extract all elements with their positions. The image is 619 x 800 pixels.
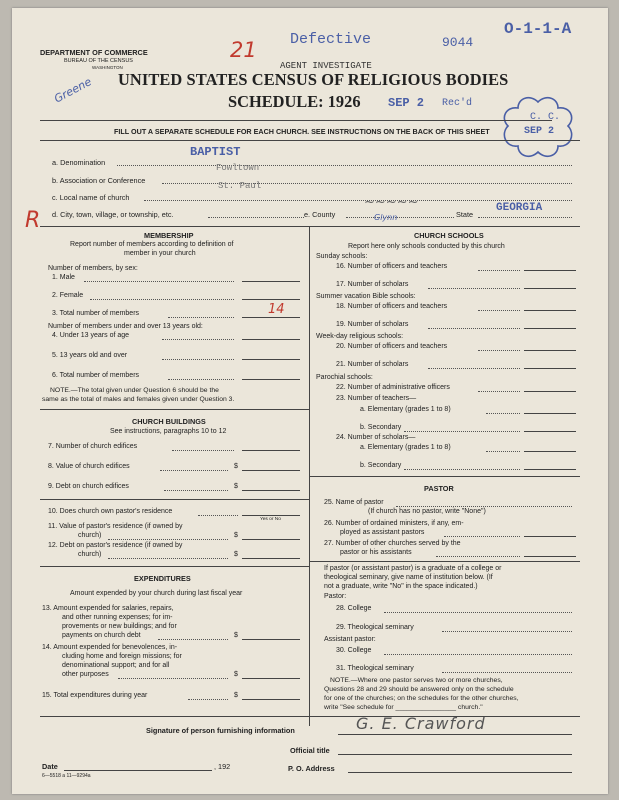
county-label: e. County: [304, 210, 336, 219]
q7-label: 7. Number of church edifices: [48, 443, 138, 450]
q17-answer[interactable]: [524, 288, 576, 289]
q11-label: 11. Value of pastor's residence (if owned by: [48, 523, 183, 530]
membership-intro-1: Report number of members according to definition of: [70, 241, 234, 248]
parochial-schools-label: Parochial schools:: [316, 374, 373, 381]
q14-label-3: denominational support; and for all: [62, 662, 170, 669]
pastor-note-4: write "See schedule for ________________ church.": [324, 704, 483, 711]
local-name-value[interactable]: St. Paul: [218, 181, 262, 191]
weekday-schools-label: Week-day religious schools:: [316, 333, 404, 340]
q13-label-3: provements or new buildings; and for: [62, 623, 177, 630]
q12-answer[interactable]: [242, 558, 300, 559]
q28-label: 28. College: [336, 605, 372, 612]
po-address-field[interactable]: [348, 772, 572, 773]
q23a-answer[interactable]: [524, 413, 576, 414]
membership-intro-2: member in your church: [124, 250, 196, 257]
assistant-pastor-label: Assistant pastor:: [324, 636, 376, 643]
q26-answer[interactable]: [524, 536, 576, 537]
q25-hint: (If church has no pastor, write "None"): [368, 508, 486, 515]
association-value[interactable]: Fowltown: [216, 163, 260, 173]
q20-label: 20. Number of officers and teachers: [336, 343, 448, 350]
buildings-subheading: See instructions, paragraphs 10 to 12: [110, 428, 227, 435]
q2-female-label: 2. Female: [52, 292, 84, 299]
q3-total-label: 3. Total number of members: [52, 310, 140, 317]
q11-answer[interactable]: [242, 539, 300, 540]
q15-label: 15. Total expenditures during year: [42, 692, 148, 699]
q13-label-4: payments on church debt: [62, 632, 141, 639]
county-value[interactable]: Glynn: [374, 213, 398, 222]
q24b-label: b. Secondary: [360, 462, 402, 469]
q24-label: 24. Number of scholars—: [336, 434, 416, 441]
q9-dollar-sign: $: [234, 483, 238, 490]
q23b-answer[interactable]: [524, 431, 576, 432]
q26-label: 26. Number of ordained ministers, if any, em-: [324, 520, 464, 527]
q26-label-cont: ployed as assistant pastors: [340, 529, 425, 536]
official-title-field[interactable]: [338, 754, 572, 755]
graduate-instruction-3: not a graduate, write "No" in the space indicated.): [324, 583, 478, 590]
signature-value: G. E. Crawford: [356, 714, 486, 733]
pastor-note-3: for one of the churches; on the schedules for the other churches,: [324, 695, 519, 702]
pastor-note-2: Questions 28 and 29 should be answered only on the schedule: [324, 686, 514, 693]
defective-stamp: Defective: [290, 31, 372, 48]
q13-label-1: 13. Amount expended for salaries, repairs,: [42, 605, 174, 612]
pastor-note-1: NOTE.—Where one pastor serves two or more churches,: [330, 677, 503, 684]
membership-note-2: same as the total of males and females given under Question 3.: [42, 396, 235, 403]
q23a-label: a. Elementary (grades 1 to 8): [360, 406, 451, 413]
signature-field[interactable]: [338, 734, 572, 735]
church-schools-heading: CHURCH SCHOOLS: [414, 231, 484, 240]
q11-dollar-sign: $: [234, 532, 238, 539]
q16-answer[interactable]: [524, 270, 576, 271]
form-number: 6—5518 a 11—9294a: [42, 773, 91, 779]
q14-answer[interactable]: [242, 678, 300, 679]
county-scribble: ~~~~~: [364, 195, 419, 210]
q18-label: 18. Number of officers and teachers: [336, 303, 448, 310]
q8-answer[interactable]: [242, 470, 300, 471]
signature-label: Signature of person furnishing information: [146, 726, 295, 735]
agent-investigate-stamp: AGENT INVESTIGATE: [280, 61, 372, 71]
q22-answer[interactable]: [524, 391, 576, 392]
schedule-title: SCHEDULE: 1926: [228, 92, 361, 111]
date-field[interactable]: [64, 770, 212, 771]
q24a-label: a. Elementary (grades 1 to 8): [360, 444, 451, 451]
q19-answer[interactable]: [524, 328, 576, 329]
cc-stamp-label: C. C.: [530, 112, 561, 123]
census-schedule-form: [12, 8, 608, 794]
q27-label-cont: pastor or his assistants: [340, 549, 412, 556]
q14-label-4: other purposes: [62, 671, 109, 678]
q18-answer[interactable]: [524, 310, 576, 311]
q14-dollar-sign: $: [234, 671, 238, 678]
received-stamp: Rec'd: [442, 98, 473, 109]
q27-label: 27. Number of other churches served by the: [324, 540, 461, 547]
buildings-heading: CHURCH BUILDINGS: [132, 417, 206, 426]
q13-dollar-sign: $: [234, 632, 238, 639]
q14-label-1: 14. Amount expended for benevolences, in-: [42, 644, 178, 651]
q12-label: 12. Debt on pastor's residence (if owned by: [48, 542, 183, 549]
q15-dollar-sign: $: [234, 692, 238, 699]
membership-note-1: NOTE.—The total given under Question 6 should be the: [50, 387, 219, 394]
q22-label: 22. Number of administrative officers: [336, 384, 450, 391]
q17-label: 17. Number of scholars: [336, 281, 409, 288]
q7-answer[interactable]: [242, 450, 300, 451]
q2-answer[interactable]: [242, 299, 300, 300]
code-stamp: O-1-1-A: [504, 20, 572, 38]
po-address-label: P. O. Address: [288, 764, 335, 773]
form-title: UNITED STATES CENSUS OF RELIGIOUS BODIES: [118, 70, 509, 89]
q8-label: 8. Value of church edifices: [48, 463, 130, 470]
q4-under-13-label: 4. Under 13 years of age: [52, 332, 130, 339]
q24b-answer[interactable]: [524, 469, 576, 470]
q21-label: 21. Number of scholars: [336, 361, 409, 368]
q30-label: 30. College: [336, 647, 372, 654]
members-by-age-heading: Number of members under and over 13 years old:: [48, 323, 203, 330]
expenditures-intro: Amount expended by your church during last fiscal year: [70, 590, 243, 597]
association-label: b. Association or Conference: [52, 176, 146, 185]
pastor-label: Pastor:: [324, 593, 347, 600]
q6-total-label: 6. Total number of members: [52, 372, 140, 379]
q11-label-cont: church): [78, 532, 102, 539]
bureau-name: BUREAU OF THE CENSUS: [64, 58, 133, 64]
state-label: State: [456, 210, 474, 219]
q12-dollar-sign: $: [234, 551, 238, 558]
q27-answer[interactable]: [524, 556, 576, 557]
q10-answer[interactable]: [242, 515, 300, 516]
q9-label: 9. Debt on church edifices: [48, 483, 129, 490]
q15-answer[interactable]: [242, 699, 300, 700]
q6-answer[interactable]: [242, 379, 300, 380]
q20-answer[interactable]: [524, 350, 576, 351]
handwritten-red-r: R: [25, 208, 41, 233]
state-value[interactable]: GEORGIA: [496, 202, 543, 214]
handwritten-red-number: 21: [230, 38, 257, 62]
sunday-schools-label: Sunday schools:: [316, 253, 368, 260]
q3-handwritten-value: 14: [268, 302, 285, 317]
q4-answer[interactable]: [242, 339, 300, 340]
q10-label: 10. Does church own pastor's residence: [48, 508, 173, 515]
q31-label: 31. Theological seminary: [336, 665, 414, 672]
members-by-sex-heading: Number of members, by sex:: [48, 265, 138, 272]
q5-over-13-label: 5. 13 years old and over: [52, 352, 128, 359]
q23-label: 23. Number of teachers—: [336, 395, 417, 402]
q3-answer[interactable]: [242, 317, 300, 318]
q19-label: 19. Number of scholars: [336, 321, 409, 328]
denomination-label: a. Denomination: [52, 158, 106, 167]
q9-answer[interactable]: [242, 490, 300, 491]
denomination-value[interactable]: BAPTIST: [190, 145, 241, 159]
cc-stamp-date: SEP 2: [524, 126, 555, 137]
date-label: Date: [42, 762, 58, 771]
sep-date-stamp: SEP 2: [388, 96, 425, 110]
q25-label: 25. Name of pastor: [324, 499, 384, 506]
q23b-label: b. Secondary: [360, 424, 402, 431]
instruction-banner: FILL OUT A SEPARATE SCHEDULE FOR EACH CHURCH. SEE INSTRUCTIONS ON THE BACK OF THIS SHEET: [114, 127, 490, 136]
serial-number-stamp: 9044: [442, 35, 474, 50]
handwritten-greene: Greene: [52, 75, 94, 106]
yes-or-no-hint: Yes or No: [260, 517, 281, 522]
membership-heading: MEMBERSHIP: [144, 231, 194, 240]
local-name-label: c. Local name of church: [52, 193, 130, 202]
q1-male-label: 1. Male: [52, 274, 75, 281]
schools-intro: Report here only schools conducted by this church: [348, 243, 505, 250]
date-year: , 192: [214, 762, 231, 771]
official-title-label: Official title: [290, 746, 330, 755]
q8-dollar-sign: $: [234, 463, 238, 470]
expenditures-heading: EXPENDITURES: [134, 574, 191, 583]
q13-label-2: and other running expenses; for im-: [62, 614, 173, 621]
q21-answer[interactable]: [524, 368, 576, 369]
q29-label: 29. Theological seminary: [336, 624, 414, 631]
q12-label-cont: church): [78, 551, 102, 558]
city-label: d. City, town, village, or township, etc.: [52, 210, 174, 219]
q24a-answer[interactable]: [524, 451, 576, 452]
graduate-instruction-1: If pastor (or assistant pastor) is a graduate of a college or: [324, 565, 502, 572]
graduate-instruction-2: theological seminary, give name of institution below. (If: [324, 574, 493, 581]
q5-answer[interactable]: [242, 359, 300, 360]
q16-label: 16. Number of officers and teachers: [336, 263, 448, 270]
bureau-city: WASHINGTON: [92, 65, 123, 70]
q1-answer[interactable]: [242, 281, 300, 282]
q14-label-2: cluding home and foreign missions; for: [62, 653, 182, 660]
summer-schools-label: Summer vacation Bible schools:: [316, 293, 416, 300]
q13-answer[interactable]: [242, 639, 300, 640]
department-name: DEPARTMENT OF COMMERCE: [40, 48, 148, 57]
pastor-heading: PASTOR: [424, 484, 454, 493]
